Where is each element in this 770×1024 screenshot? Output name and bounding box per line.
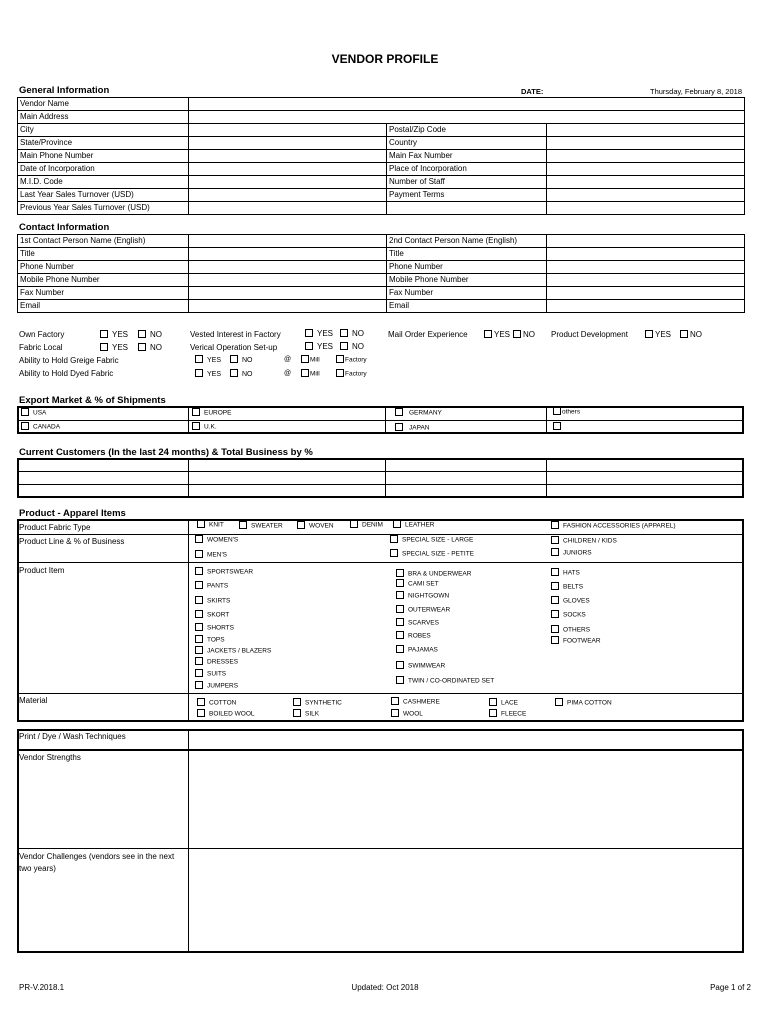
item-pants[interactable]: PANTS [195,582,228,590]
checkbox-icon [390,549,398,557]
fabric-knit[interactable]: KNIT [197,521,224,529]
greige-fabric-label: Ability to Hold Greige Fabric [19,356,119,365]
incorporation-date-field[interactable] [189,163,387,176]
product-line-label: Product Line & % of Business [19,537,125,546]
second-title-field[interactable] [547,248,745,261]
vested-yes[interactable]: YES [305,329,333,338]
line-special-petite[interactable]: SPECIAL SIZE - PETITE [390,550,474,558]
material-label: Material [19,696,48,705]
print-dye-label: Print / Dye / Wash Techniques [19,732,126,741]
fabric-type-label: Product Fabric Type [19,523,91,532]
checkbox-icon [197,698,205,706]
checkbox-icon [197,709,205,717]
current-customers-heading: Current Customers (In the last 24 months) & Total Business by % [19,447,313,458]
dyed-yes[interactable]: YES [195,370,221,378]
greige-factory[interactable]: Factory [336,356,367,364]
item-hats[interactable]: HATS [551,569,580,577]
first-email-label: Email [18,300,189,313]
product-dev-label: Product Development [551,330,628,339]
updated-date: Updated: Oct 2018 [351,983,419,992]
checkbox-icon [396,605,404,613]
checkbox-icon [551,568,559,576]
mail-order-no[interactable]: NO [513,330,535,339]
checkbox-icon [195,657,203,665]
dyed-no[interactable]: NO [230,370,253,378]
page-number: Page 1 of 2 [710,983,751,992]
first-fax-field[interactable] [189,287,387,300]
checkbox-icon [391,709,399,717]
staff-count-field[interactable] [547,176,745,189]
checkbox-icon [293,698,301,706]
second-mobile-field[interactable] [547,274,745,287]
material-fleece[interactable]: FLEECE [489,710,526,718]
item-dresses[interactable]: DRESSES [195,658,238,666]
staff-count-label: Number of Staff [387,176,547,189]
table-row [18,137,745,150]
checkbox-icon [195,535,203,543]
previous-year-turnover-field[interactable] [189,202,387,215]
checkbox-icon [336,369,344,377]
table-row [18,248,745,261]
second-phone-label: Phone Number [387,261,547,274]
checkbox-icon [551,625,559,633]
table-row [18,287,745,300]
checkbox-icon [195,681,203,689]
vendor-challenges-label: Vendor Challenges (vendors see in the next two years) [19,852,175,873]
vertical-yes[interactable]: YES [305,342,333,351]
contact-info-table [17,234,745,313]
checkbox-icon [192,408,200,416]
checkbox-icon [195,550,203,558]
item-outerwear[interactable]: OUTERWEAR [396,606,450,614]
first-phone-field[interactable] [189,261,387,274]
line-juniors[interactable]: JUNIORS [551,549,592,557]
checkbox-icon [21,408,29,416]
checkbox-icon [390,535,398,543]
vendor-challenges-field[interactable] [190,850,742,951]
table-row [18,202,745,215]
material-cashmere[interactable]: CASHMERE [391,698,440,706]
postal-code-field[interactable] [547,124,745,137]
own-factory-yes[interactable]: YES [100,330,128,339]
item-swimwear[interactable]: SWIMWEAR [396,662,445,670]
checkbox-icon [195,581,203,589]
city-label: City [18,124,189,137]
table-row [18,124,745,137]
checkbox-icon [230,355,238,363]
checkbox-icon [553,407,561,415]
main-fax-field[interactable] [547,150,745,163]
table-row [18,189,745,202]
checkbox-icon [230,369,238,377]
material-wool[interactable]: WOOL [391,710,423,718]
checkbox-icon [305,342,313,350]
checkbox-icon [301,355,309,363]
print-dye-field[interactable] [190,731,742,748]
checkbox-icon [489,709,497,717]
material-silk[interactable]: SILK [293,710,319,718]
first-email-field[interactable] [189,300,387,313]
checkbox-icon [195,610,203,618]
last-year-turnover-label: Last Year Sales Turnover (USD) [18,189,189,202]
main-phone-field[interactable] [189,150,387,163]
checkbox-icon [396,618,404,626]
checkbox-icon [138,330,146,338]
item-sportswear[interactable]: SPORTSWEAR [195,568,253,576]
checkbox-icon [293,709,301,717]
general-info-table [17,97,745,215]
checkbox-icon [195,355,203,363]
product-dev-yes[interactable]: YES [645,330,671,339]
general-info-heading: General Information [19,85,110,96]
incorporation-place-field[interactable] [547,163,745,176]
city-field[interactable] [189,124,387,137]
own-factory-label: Own Factory [19,330,65,339]
country-label: Country [387,137,547,150]
checkbox-icon [551,521,559,529]
line-mens[interactable]: MEN'S [195,551,227,559]
fabric-local-yes[interactable]: YES [100,343,128,352]
export-japan[interactable]: JAPAN [395,424,429,432]
checkbox-icon [395,423,403,431]
checkbox-icon [195,635,203,643]
second-email-label: Email [387,300,547,313]
greige-no[interactable]: NO [230,356,253,364]
incorporation-place-label: Place of Incorporation [387,163,547,176]
table-row [18,111,745,124]
checkbox-icon [305,329,313,337]
mail-order-yes[interactable]: YES [484,330,510,339]
export-market-heading: Export Market & % of Shipments [19,395,166,406]
dyed-fabric-label: Ability to Hold Dyed Fabric [19,369,114,378]
last-year-turnover-field[interactable] [189,189,387,202]
second-contact-field[interactable] [547,235,745,248]
greige-yes[interactable]: YES [195,356,221,364]
payment-terms-field[interactable] [547,189,745,202]
checkbox-icon [396,645,404,653]
payment-terms-label: Payment Terms [387,189,547,202]
item-socks[interactable]: SOCKS [551,611,586,619]
checkbox-icon [195,646,203,654]
checkbox-icon [393,520,401,528]
apparel-box [17,519,744,722]
dyed-at: @ [284,370,292,377]
checkbox-icon [340,342,348,350]
line-special-large[interactable]: SPECIAL SIZE - LARGE [390,536,473,544]
checkbox-icon [396,631,404,639]
incorporation-date-label: Date of Incorporation [18,163,189,176]
export-uk[interactable]: U.K. [192,423,217,431]
checkbox-icon [484,330,492,338]
checkbox-icon [645,330,653,338]
checkbox-icon [396,579,404,587]
form-code: PR-V.2018.1 [19,983,65,992]
export-germany[interactable]: GERMANY [395,409,442,417]
export-usa[interactable]: USA [21,409,46,417]
vested-interest-label: Vested Interest in Factory [190,330,281,339]
main-fax-label: Main Fax Number [387,150,547,163]
vertical-setup-label: Verical Operation Set-up [190,343,278,352]
material-cotton[interactable]: COTTON [197,699,236,707]
item-pajamas[interactable]: PAJAMAS [396,646,438,654]
first-mobile-label: Mobile Phone Number [18,274,189,287]
date-value: Thursday, February 8, 2018 [650,87,742,96]
table-row [18,235,745,248]
checkbox-icon [553,422,561,430]
page-title: VENDOR PROFILE [331,52,439,66]
checkbox-icon [350,520,358,528]
checkbox-icon [489,698,497,706]
item-nightgown[interactable]: NIGHTGOWN [396,592,449,600]
main-address-label: Main Address [18,111,189,124]
checkbox-icon [551,548,559,556]
fabric-sweater[interactable]: SWEATER [239,522,283,530]
item-twin-set[interactable]: TWIN / CO-ORDINATED SET [396,677,494,685]
checkbox-icon [395,408,403,416]
item-belts[interactable]: BELTS [551,583,583,591]
mid-code-label: M.I.D. Code [18,176,189,189]
checkbox-icon [680,330,688,338]
checkbox-icon [513,330,521,338]
item-skirts[interactable]: SKIRTS [195,597,230,605]
table-row [18,150,745,163]
apparel-heading: Product - Apparel Items [19,508,126,519]
country-field[interactable] [547,137,745,150]
customers-box[interactable] [17,458,744,498]
checkbox-icon [195,369,203,377]
checkbox-icon [551,636,559,644]
checkbox-icon [192,422,200,430]
table-row [18,274,745,287]
fabric-leather[interactable]: LEATHER [393,521,435,529]
first-contact-label: 1st Contact Person Name (English) [18,235,189,248]
previous-year-turnover-label: Previous Year Sales Turnover (USD) [18,202,189,215]
checkbox-icon [301,369,309,377]
item-cami-set[interactable]: CAMI SET [396,580,439,588]
second-phone-field[interactable] [547,261,745,274]
material-synthetic[interactable]: SYNTHETIC [293,699,342,707]
checkbox-icon [551,596,559,604]
checkbox-icon [195,567,203,575]
second-contact-label: 2nd Contact Person Name (English) [387,235,547,248]
checkbox-icon [195,623,203,631]
postal-code-label: Postal/Zip Code [387,124,547,137]
checkbox-icon [138,343,146,351]
fabric-local-no[interactable]: NO [138,343,162,352]
checkbox-icon [100,343,108,351]
item-robes[interactable]: ROBES [396,632,431,640]
checkbox-icon [391,697,399,705]
checkbox-icon [340,329,348,337]
second-fax-field[interactable] [547,287,745,300]
second-email-field[interactable] [547,300,745,313]
item-footwear[interactable]: FOOTWEAR [551,637,601,645]
checkbox-icon [336,355,344,363]
checkbox-icon [396,661,404,669]
export-others-2[interactable] [553,423,565,431]
item-tops[interactable]: TOPS [195,636,225,644]
fabric-accessories[interactable]: FASHION ACCESSORIES (APPAREL) [551,522,676,530]
state-field[interactable] [189,137,387,150]
export-others[interactable]: others [553,408,580,416]
mid-code-field[interactable] [189,176,387,189]
vendor-name-label: Vendor Name [18,98,189,111]
mail-order-label: Mail Order Experience [388,330,468,339]
material-lace[interactable]: LACE [489,699,518,707]
checkbox-icon [396,569,404,577]
checkbox-icon [21,422,29,430]
item-scarves[interactable]: SCARVES [396,619,439,627]
checkbox-icon [195,596,203,604]
vendor-strengths-field[interactable] [190,752,742,847]
table-row [18,176,745,189]
checkbox-icon [396,676,404,684]
first-fax-label: Fax Number [18,287,189,300]
checkbox-icon [195,669,203,677]
fabric-woven[interactable]: WOVEN [297,522,334,530]
item-skort[interactable]: SKORT [195,611,229,619]
dyed-factory[interactable]: Factory [336,370,367,378]
vendor-strengths-label: Vendor Strengths [19,753,81,762]
checkbox-icon [100,330,108,338]
second-mobile-label: Mobile Phone Number [387,274,547,287]
greige-mill[interactable]: Mill [301,356,320,364]
vested-no[interactable]: NO [340,329,364,338]
first-mobile-field[interactable] [189,274,387,287]
checkbox-icon [239,521,247,529]
checkbox-icon [396,591,404,599]
second-fax-label: Fax Number [387,287,547,300]
product-item-label: Product Item [19,566,65,575]
first-phone-label: Phone Number [18,261,189,274]
main-phone-label: Main Phone Number [18,150,189,163]
item-gloves[interactable]: GLOVES [551,597,590,605]
checkbox-icon [551,582,559,590]
checkbox-icon [551,610,559,618]
first-contact-field[interactable] [189,235,387,248]
checkbox-icon [551,536,559,544]
date-label: DATE: [521,87,544,96]
line-womens[interactable]: WOMEN'S [195,536,238,544]
item-others[interactable]: OTHERS [551,626,590,634]
material-boiled-wool[interactable]: BOILED WOOL [197,710,255,718]
item-bra[interactable]: BRA & UNDERWEAR [396,570,471,578]
checkbox-icon [197,520,205,528]
table-row [18,300,745,313]
export-europe[interactable]: EUROPE [192,409,231,417]
vertical-no[interactable]: NO [340,342,364,351]
vendor-name-field[interactable] [189,98,745,111]
item-jackets[interactable]: JACKETS / BLAZERS [195,647,271,655]
item-suits[interactable]: SUITS [195,670,226,678]
greige-at: @ [284,356,292,363]
second-title-label: Title [387,248,547,261]
own-factory-no[interactable]: NO [138,330,162,339]
checkbox-icon [297,521,305,529]
main-address-field[interactable] [189,111,745,124]
state-label: State/Province [18,137,189,150]
first-title-field[interactable] [189,248,387,261]
table-row [18,98,745,111]
table-row [18,261,745,274]
fabric-local-label: Fabric Local [19,343,63,352]
item-shorts[interactable]: SHORTS [195,624,234,632]
export-canada[interactable]: CANADA [21,423,60,431]
checkbox-icon [555,698,563,706]
dyed-mill[interactable]: Mill [301,370,320,378]
item-jumpers[interactable]: JUMPERS [195,682,238,690]
contact-info-heading: Contact Information [19,222,110,233]
first-title-label: Title [18,248,189,261]
fabric-denim[interactable]: DENIM [350,521,383,529]
product-dev-no[interactable]: NO [680,330,702,339]
material-pima-cotton[interactable]: PIMA COTTON [555,699,612,707]
line-children[interactable]: CHILDREN / KIDS [551,537,617,545]
table-row [18,163,745,176]
